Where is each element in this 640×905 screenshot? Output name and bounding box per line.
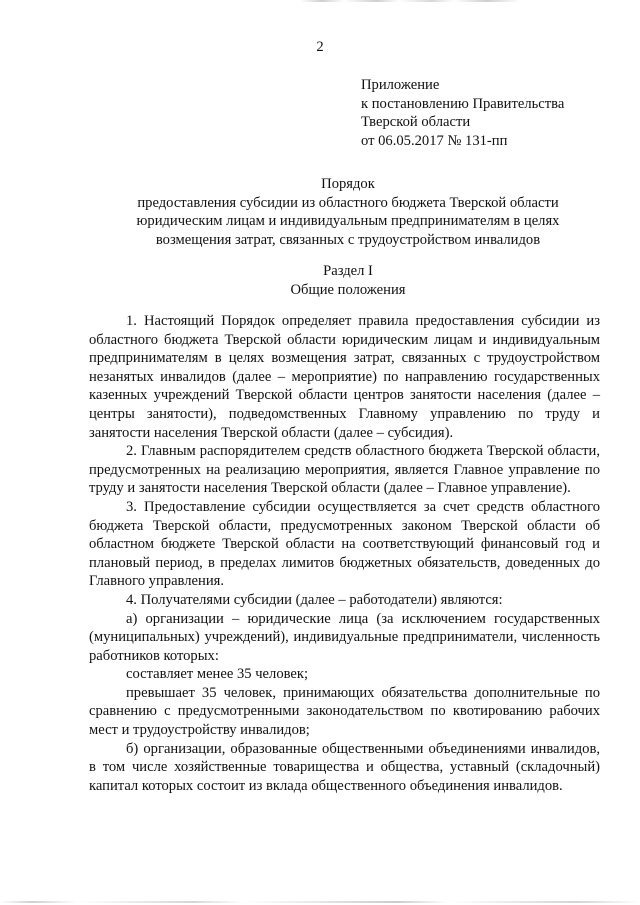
document-title (88, 175, 608, 249)
paragraph: 3. Предоставление субсидии осуществляется за счет средств областного бюджета Тверской области, предусмотренных законом Тверской области об областном бюджете Тверской области на соответствующий финансовый год и плановый период, в пределах лимитов бюджетных обязательств, доведенных до Главного управления. (89, 498, 600, 590)
paragraph: превышает 35 человек, принимающих обязательства дополнительные по сравнению с предусмотренными законодательством по квотированию рабочих мест и трудоустройству инвалидов; (89, 684, 600, 739)
paragraph: б) организации, образованные общественными объединениями инвалидов, в том числе хозяйственные товарищества и общества, уставный (складочный) капитал которых состоит из вклада общественного объединения инвалидов. (89, 740, 600, 794)
title-line: возмещения затрат, связанных с трудоустройством инвалидов (155, 231, 541, 248)
appendix-line: Тверской области (361, 114, 471, 131)
paragraph: составляет менее 35 человек; (126, 666, 309, 683)
title-line: юридическим лицам и индивидуальным предпринимателям в целях (136, 213, 560, 230)
paragraph: 2. Главным распорядителем средств областного бюджета Тверской области, предусмотренных на реализацию мероприятия, является Главное управление по труду и занятости населения Тверской области (далее – Главное управление). (89, 443, 600, 497)
title-line: предоставления субсидии из областного бюджета Тверской области (137, 194, 559, 211)
appendix-header (361, 76, 564, 150)
page-number: 2 (316, 39, 324, 55)
appendix-date-number: от 06.05.2017 № 131-пп (361, 132, 508, 149)
paragraph: 1. Настоящий Порядок определяет правила предоставления субсидии из областного бюджета Тверской области юридическим лицам и индивидуальным предпринимателям в целях возмещения затрат, связанных с трудоустройством незанятых инвалидов (далее – мероприятие) по направлению государственных казенных учреждений Тверской области центров занятости населения (далее – центры занятости), подведомственных Главному управлению по труду и занятости населения Тверской области (далее – субсидия). (89, 313, 600, 441)
scan-edge-bottom (0, 901, 640, 903)
appendix-line: Приложение (361, 77, 440, 93)
paragraph: 4. Получателями субсидии (далее – работодатели) являются: (126, 591, 503, 608)
title-line: Порядок (321, 176, 375, 192)
appendix-line: к постановлению Правительства (361, 95, 565, 112)
scan-edge-top (300, 0, 520, 2)
section-number: Раздел I (323, 263, 373, 279)
body-text (89, 312, 600, 795)
section-name: Общие положения (290, 281, 406, 298)
paragraph: а) организации – юридические лица (за исключением государственных (муниципальных) учреждений), индивидуальные предприниматели, численность работников которых: (89, 610, 600, 664)
section-heading (88, 262, 608, 299)
